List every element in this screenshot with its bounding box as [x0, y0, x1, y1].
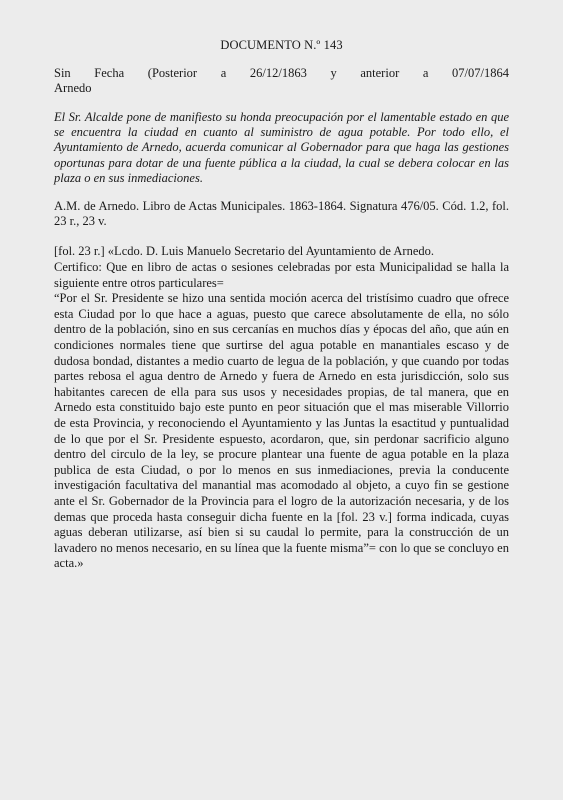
body-quote: “Por el Sr. Presidente se hizo una sentida moción acerca del tristísimo cuadro que ofrece esta Ciudad por lo que hace a aguas, puesto que carece absolutamente de ella, no sólo dentro de la población, sino en sus cercanías en muchos días y épocas del año, que aún en condiciones normales tiene que surtirse del agua potable en manantiales escaso y de dudosa bondad, distantes a medio cuarto de legua de la población, y que cuando por todas partes rebosa el agua dentro de Arnedo y fuera de Arnedo en esta jurisdicción, solo sus habitantes carecen de ella para sus usos y necesidades propias, de tal manera, que en Arnedo esta constituido bajo este punto en peor situación que el mas miserable Villorrio de esta Provincia, y reconociendo el Ayuntamiento y las Juntas la esactitud y puntualidad de lo que por el Sr. Presidente espuesto, acordaron, que, sin perdonar sacrificio alguno dentro del circulo de la ley, se procure plantear una fuente de agua potable en la plaza publica de esta Ciudad, o por lo menos en sus inmediaciones, previa la conducente investigación facultativa del manantial mas acomodado al objeto, a cuyo fin se gestione ante el Sr. Gobernador de la Provincia para el logro de la autorización necesaria, y de los demas que proceda hasta conseguir dicha fuente en la [fol. 23 v.] forma indicada, cuyas aguas deberan utilizarse, así bien si su caudal lo permite, para la construcción de un lavadero no menos necesario, en su línea que la fuente misma”= con lo que se concluyo en acta.»	[54, 291, 509, 571]
body-header-line: [fol. 23 r.] «Lcdo. D. Luis Manuelo Secretario del Ayuntamiento de Arnedo.	[54, 244, 435, 259]
document-place: Arnedo	[54, 81, 92, 95]
body-certification: Certifico: Que en libro de actas o sesiones celebradas por esta Municipalidad se halla la siguiente entre otros particulares=	[54, 260, 509, 290]
document-date-line: Sin Fecha (Posterior a 26/12/1863 y anterior a 07/07/1864	[54, 66, 509, 80]
document-summary: El Sr. Alcalde pone de manifiesto su honda preocupación por el lamentable estado en que se encuentra la ciudad en cuanto al suministro de agua potable. Por todo ello, el Ayuntamiento de Arnedo, acuerda comunicar al Gobernador para que haga las gestiones oportunas para dotar de una fuente pública a la ciudad, la cual se debera colocar en las plaza o en sus inmediaciones.	[54, 110, 509, 185]
document-source: A.M. de Arnedo. Libro de Actas Municipales. 1863-1864. Signatura 476/05. Cód. 1.2, fol. 23 r., 23 v.	[54, 199, 509, 229]
document-title: DOCUMENTO N.º 143	[220, 38, 343, 52]
document-body	[54, 244, 509, 571]
